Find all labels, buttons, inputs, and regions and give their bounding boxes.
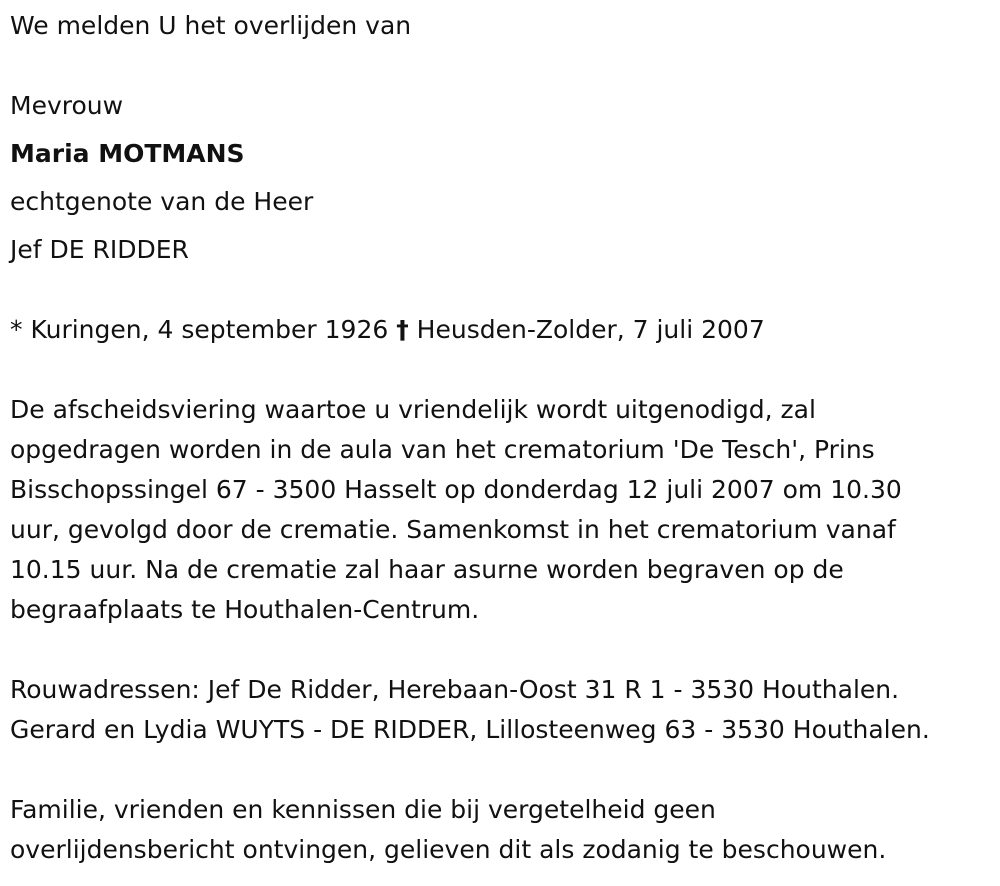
ceremony-line: uur, gevolgd door de crematie. Samenkomst in het crematorium vanaf	[10, 515, 896, 544]
closing-line: Familie, vrienden en kennissen die bij vergetelheid geen	[10, 795, 716, 824]
spouse-name: Jef DE RIDDER	[10, 235, 189, 264]
intro-text: We melden U het overlijden van	[10, 11, 412, 40]
deceased-name: Maria MOTMANS	[10, 139, 245, 168]
cross-icon: †	[396, 315, 409, 344]
relation-text: echtgenote van de Heer	[10, 187, 314, 216]
ceremony-line: opgedragen worden in de aula van het crematorium 'De Tesch', Prins	[10, 435, 875, 464]
death-info: Heusden-Zolder, 7 juli 2007	[416, 315, 765, 344]
ceremony-line: Bisschopssingel 67 - 3500 Hasselt op donderdag 12 juli 2007 om 10.30	[10, 475, 902, 504]
address-line: Rouwadressen: Jef De Ridder, Herebaan-Oost 31 R 1 - 3530 Houthalen.	[10, 675, 900, 704]
address-line: Gerard en Lydia WUYTS - DE RIDDER, Lillosteenweg 63 - 3530 Houthalen.	[10, 715, 930, 744]
birth-info: * Kuringen, 4 september 1926	[10, 315, 389, 344]
dates-line	[10, 310, 765, 350]
ceremony-line: begraafplaats te Houthalen-Centrum.	[10, 595, 480, 624]
salutation: Mevrouw	[10, 91, 124, 120]
closing-line: overlijdensbericht ontvingen, gelieven dit als zodanig te beschouwen.	[10, 835, 887, 864]
ceremony-line: De afscheidsviering waartoe u vriendelijk wordt uitgenodigd, zal	[10, 395, 816, 424]
ceremony-line: 10.15 uur. Na de crematie zal haar asurne worden begraven op de	[10, 555, 844, 584]
